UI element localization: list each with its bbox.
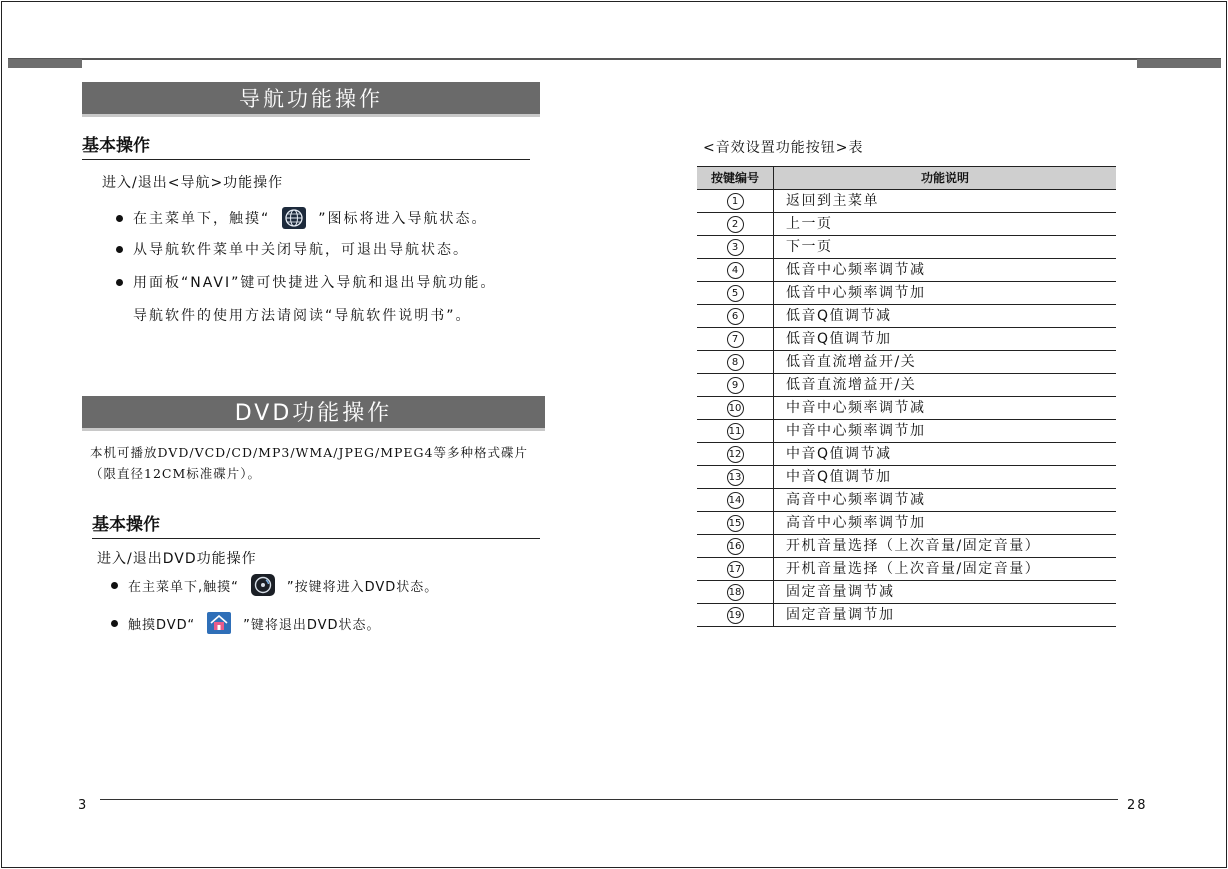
function-description: 中音Q值调节减 — [786, 446, 892, 462]
nav-section-heading: 基本操作 — [82, 131, 530, 160]
table-row — [697, 259, 1116, 282]
key-number: 4 — [727, 262, 744, 279]
key-number-cell — [697, 305, 774, 327]
table-row — [697, 328, 1116, 351]
disc-icon — [251, 574, 275, 596]
key-number-cell — [697, 374, 774, 396]
key-number: 17 — [727, 561, 744, 578]
sound-table — [697, 166, 1116, 627]
function-description: 上一页 — [786, 216, 833, 232]
key-number: 10 — [727, 400, 744, 417]
key-number: 11 — [727, 423, 744, 440]
function-description: 下一页 — [786, 239, 833, 255]
function-description: 固定音量调节加 — [786, 607, 895, 623]
table-row — [697, 558, 1116, 581]
key-number-cell — [697, 420, 774, 442]
key-number-cell — [697, 351, 774, 373]
right-page-number: 28 — [1127, 798, 1148, 813]
key-number-cell — [697, 535, 774, 557]
key-number: 7 — [727, 331, 744, 348]
bullet-dot — [116, 246, 123, 253]
key-number: 6 — [727, 308, 744, 325]
dvd-bullet-2-after: ”键将退出DVD状态。 — [243, 617, 381, 633]
bullet-dot — [111, 620, 118, 627]
function-description: 低音Q值调节减 — [786, 308, 892, 324]
nav-bullet-1 — [116, 207, 488, 229]
dvd-bullet-1-before: 在主菜单下,触摸“ — [128, 579, 239, 595]
key-number-cell — [697, 581, 774, 603]
table-row — [697, 489, 1116, 512]
function-description: 低音直流增益开/关 — [786, 377, 917, 393]
nav-bullet-2 — [116, 239, 469, 259]
table-row — [697, 213, 1116, 236]
bullet-dot — [111, 582, 118, 589]
key-number: 3 — [727, 239, 744, 256]
nav-bullet-3 — [116, 272, 496, 292]
header-key-number: 按键编号 — [697, 167, 774, 189]
footer-rule — [100, 799, 1118, 800]
sound-table-title: <音效设置功能按钮>表 — [703, 140, 864, 156]
bullet-dot — [116, 215, 123, 222]
key-number-cell — [697, 213, 774, 235]
table-row — [697, 604, 1116, 627]
right-corner-bar — [1137, 59, 1221, 68]
key-number-cell — [697, 604, 774, 626]
function-description: 开机音量选择（上次音量/固定音量） — [786, 561, 1041, 577]
table-row — [697, 397, 1116, 420]
nav-banner: 导航功能操作 — [82, 82, 540, 117]
key-number: 15 — [727, 515, 744, 532]
key-number: 2 — [727, 216, 744, 233]
sound-table-header — [697, 166, 1116, 190]
key-number: 14 — [727, 492, 744, 509]
nav-bullet-1-after: ”图标将进入导航状态。 — [318, 211, 488, 227]
function-description: 开机音量选择（上次音量/固定音量） — [786, 538, 1041, 554]
table-row — [697, 305, 1116, 328]
key-number-cell — [697, 443, 774, 465]
function-description: 低音Q值调节加 — [786, 331, 892, 347]
key-number-cell — [697, 466, 774, 488]
table-row — [697, 443, 1116, 466]
dvd-bullet-1 — [111, 574, 438, 596]
dvd-intro-line2: （限直径12CM标准碟片）。 — [90, 466, 262, 481]
globe-icon — [282, 207, 306, 229]
dvd-subheading: 进入/退出DVD功能操作 — [97, 551, 257, 567]
function-description: 固定音量调节减 — [786, 584, 895, 600]
key-number: 13 — [727, 469, 744, 486]
function-description: 低音直流增益开/关 — [786, 354, 917, 370]
top-rule — [8, 58, 1221, 60]
table-row — [697, 512, 1116, 535]
key-number: 16 — [727, 538, 744, 555]
dvd-bullet-2-before: 触摸DVD“ — [128, 617, 196, 633]
table-row — [697, 236, 1116, 259]
key-number-cell — [697, 512, 774, 534]
table-row — [697, 351, 1116, 374]
left-page-number: 3 — [78, 798, 89, 813]
key-number-cell — [697, 328, 774, 350]
table-row — [697, 420, 1116, 443]
function-description: 中音Q值调节加 — [786, 469, 892, 485]
key-number: 5 — [727, 285, 744, 302]
home-icon — [207, 612, 231, 634]
table-row — [697, 190, 1116, 213]
function-description: 返回到主菜单 — [786, 193, 879, 209]
bullet-dot — [116, 279, 123, 286]
key-number: 1 — [727, 193, 744, 210]
key-number-cell — [697, 397, 774, 419]
key-number: 18 — [727, 584, 744, 601]
function-description: 高音中心频率调节减 — [786, 492, 926, 508]
table-row — [697, 282, 1116, 305]
key-number-cell — [697, 259, 774, 281]
function-description: 中音中心频率调节减 — [786, 400, 926, 416]
key-number-cell — [697, 558, 774, 580]
key-number-cell — [697, 190, 774, 212]
function-description: 低音中心频率调节减 — [786, 262, 926, 278]
function-description: 中音中心频率调节加 — [786, 423, 926, 439]
key-number-cell — [697, 236, 774, 258]
nav-bullet-2-text: 从导航软件菜单中关闭导航，可退出导航状态。 — [133, 242, 469, 258]
key-number: 19 — [727, 607, 744, 624]
key-number: 12 — [727, 446, 744, 463]
dvd-banner: DVD功能操作 — [82, 396, 545, 431]
dvd-bullet-2 — [111, 612, 381, 634]
header-function: 功能说明 — [920, 171, 969, 185]
nav-bullet-1-before: 在主菜单下，触摸“ — [133, 211, 271, 227]
nav-note: 导航软件的使用方法请阅读“导航软件说明书”。 — [133, 308, 472, 324]
key-number-cell — [697, 489, 774, 511]
dvd-intro-line1: 本机可播放DVD/VCD/CD/MP3/WMA/JPEG/MPEG4等多种格式碟片 — [90, 445, 528, 460]
table-row — [697, 581, 1116, 604]
nav-subheading: 进入/退出<导航>功能操作 — [102, 175, 284, 191]
table-row — [697, 374, 1116, 397]
function-description: 低音中心频率调节加 — [786, 285, 926, 301]
key-number-cell — [697, 282, 774, 304]
table-row — [697, 466, 1116, 489]
key-number: 8 — [727, 354, 744, 371]
function-description: 高音中心频率调节加 — [786, 515, 926, 531]
dvd-bullet-1-after: ”按键将进入DVD状态。 — [286, 579, 439, 595]
table-row — [697, 535, 1116, 558]
nav-bullet-3-text: 用面板“NAVI”键可快捷进入导航和退出导航功能。 — [133, 275, 497, 291]
key-number: 9 — [727, 377, 744, 394]
left-corner-bar — [8, 59, 82, 68]
dvd-section-heading: 基本操作 — [92, 510, 540, 539]
